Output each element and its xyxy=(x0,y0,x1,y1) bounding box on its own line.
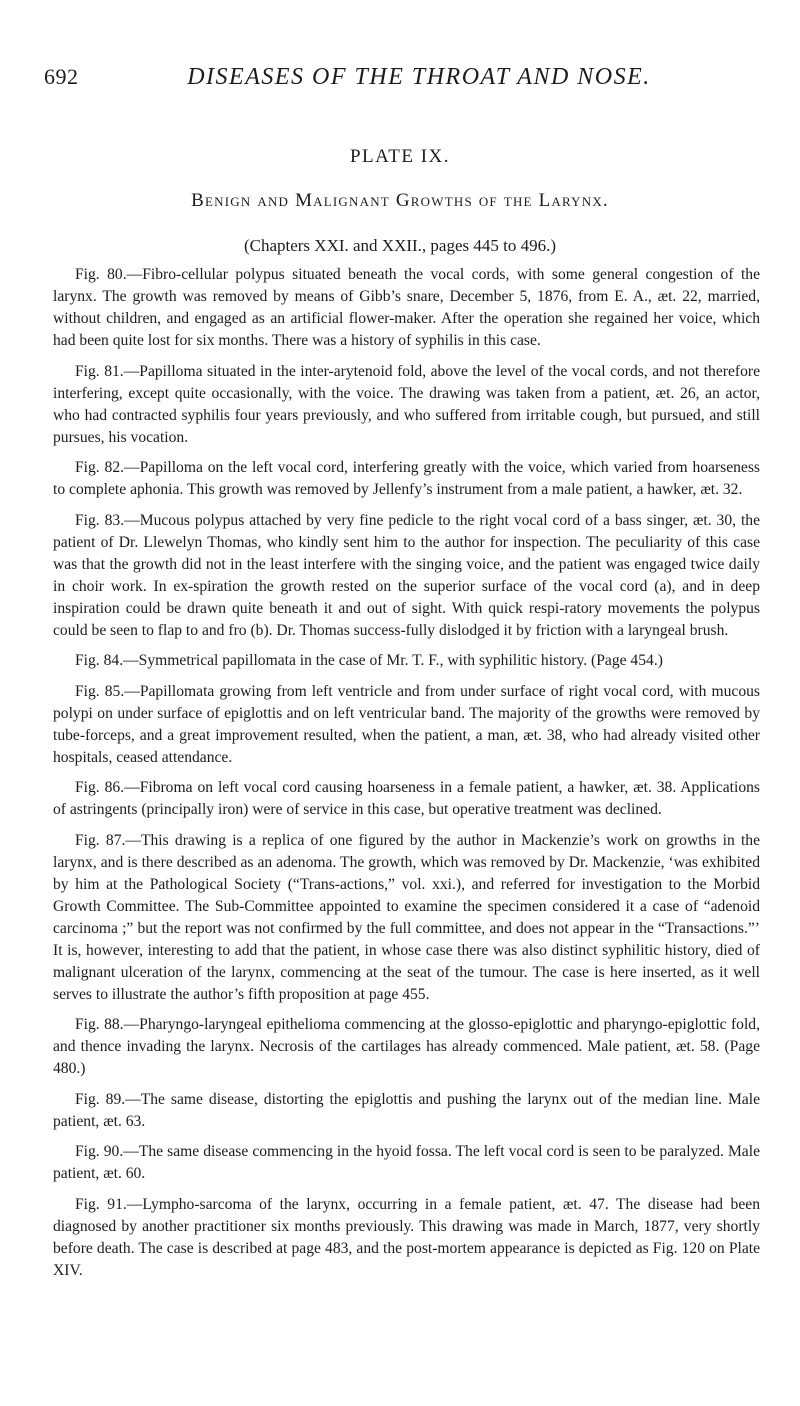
running-head xyxy=(44,64,754,104)
figure-description-81: Fig. 81.—Papilloma situated in the inter-arytenoid fold, above the level of the vocal cords, and not therefore interfering, except quite occasionally, with the voice. The drawing was taken from a patient, æt. 26, an actor, who had contracted syphilis four years previously, and who suffered from irritable cough, but pursued, and still pursues, his vocation. xyxy=(53,362,760,446)
page-number: 692 xyxy=(44,64,79,89)
figure-description-85: Fig. 85.—Papillomata growing from left ventricle and from under surface of right vocal cord, with mucous polypi on under surface of epiglottis and on left ventricular band. The majority of the growths were removed by tube-forceps, and a great improvement resulted, when the patient, a man, æt. 38, who had already visited other hospitals, ceased attendance. xyxy=(53,682,760,766)
figure-description-82: Fig. 82.—Papilloma on the left vocal cord, interfering greatly with the voice, which varied from hoarseness to complete aphonia. This growth was removed by Jellenfy’s instrument from a male patient, a hawker, æt. 32. xyxy=(53,459,760,498)
figure-description-90: Fig. 90.—The same disease commencing in the hyoid fossa. The left vocal cord is seen to be paralyzed. Male patient, æt. 60. xyxy=(53,1143,760,1182)
plate-title: PLATE IX. xyxy=(349,146,451,167)
figure-description-91: Fig. 91.—Lympho-sarcoma of the larynx, occurring in a female patient, æt. 47. The disease had been diagnosed by another practitioner six months previously. This drawing was made in March, 1877, very shortly before death. The case is described at page 483, and the post-mortem appearance is depicted as Fig. 120 on Plate XIV. xyxy=(53,1195,760,1279)
figure-description-84: Fig. 84.—Symmetrical papillomata in the case of Mr. T. F., with syphilitic history. (Page 454.) xyxy=(75,652,663,669)
figure-description-89: Fig. 89.—The same disease, distorting the epiglottis and pushing the larynx out of the median line. Male patient, æt. 63. xyxy=(53,1090,760,1130)
chapters-note: (Chapters XXI. and XXII., pages 445 to 496.) xyxy=(243,236,557,255)
figure-description-88: Fig. 88.—Pharyngo-laryngeal epithelioma commencing at the glosso-epiglottic and pharyngo-epiglottic fold, and thence invading the larynx. Necrosis of the cartilages has already commenced. Male patient, æt. 58. (Page 480.) xyxy=(53,1016,760,1077)
section-title: Benign and Malignant Growths of the Larynx. xyxy=(191,190,609,211)
figure-description-86: Fig. 86.—Fibroma on left vocal cord causing hoarseness in a female patient, a hawker, æt. 38. Applications of astringents (principally iron) were of service in this case, but operative treatment was declined. xyxy=(53,779,760,818)
figure-descriptions xyxy=(53,264,760,1290)
figure-description-87: Fig. 87.—This drawing is a replica of one figured by the author in Mackenzie’s work on growths in the larynx, and is there described as an adenoma. The growth, which was removed by Dr. Mackenzie, ‘was exhibited by him at the Pathological Society (“Trans-actions,” vol. xxi.), and referred for investigation to the Morbid Growth Committee. The Sub-Committee appointed to examine the specimen considered it a case of “adenoid carcinoma ;” but the report was not confirmed by the full committee, and does not appear in the “Transactions.”’ It is, however, interesting to add that the patient, in whose case there was also distinct syphilitic history, died of malignant ulceration of the larynx, commencing at the seat of the tumour. The case is here inserted, as it well serves to illustrate the author’s fifth proposition at page 455. xyxy=(53,831,760,1003)
figure-description-80: Fig. 80.—Fibro-cellular polypus situated beneath the vocal cords, with some general congestion of the larynx. The growth was removed by means of Gibb’s snare, December 5, 1876, from E. A., æt. 22, married, without children, and engaged as an artificial flower-maker. After the operation she regained her voice, which had been quite lost for six months. There was a history of syphilis in this case. xyxy=(53,266,760,349)
running-title: DISEASES OF THE THROAT AND NOSE. xyxy=(187,64,651,90)
figure-description-83: Fig. 83.—Mucous polypus attached by very fine pedicle to the right vocal cord of a bass singer, æt. 30, the patient of Dr. Llewelyn Thomas, who kindly sent him to the author for inspection. The peculiarity of this case was that the growth did not in the least interfere with the singing voice, and the patient was engaged twice daily in choir work. In ex-spiration the growth rested on the superior surface of the vocal cord (a), and in deep inspiration could be drawn quite beneath it and out of sight. With quick respi-ratory movements the polypus could be seen to flap to and fro (b). Dr. Thomas success-fully dislodged it by friction with a laryngeal brush. xyxy=(53,511,760,639)
